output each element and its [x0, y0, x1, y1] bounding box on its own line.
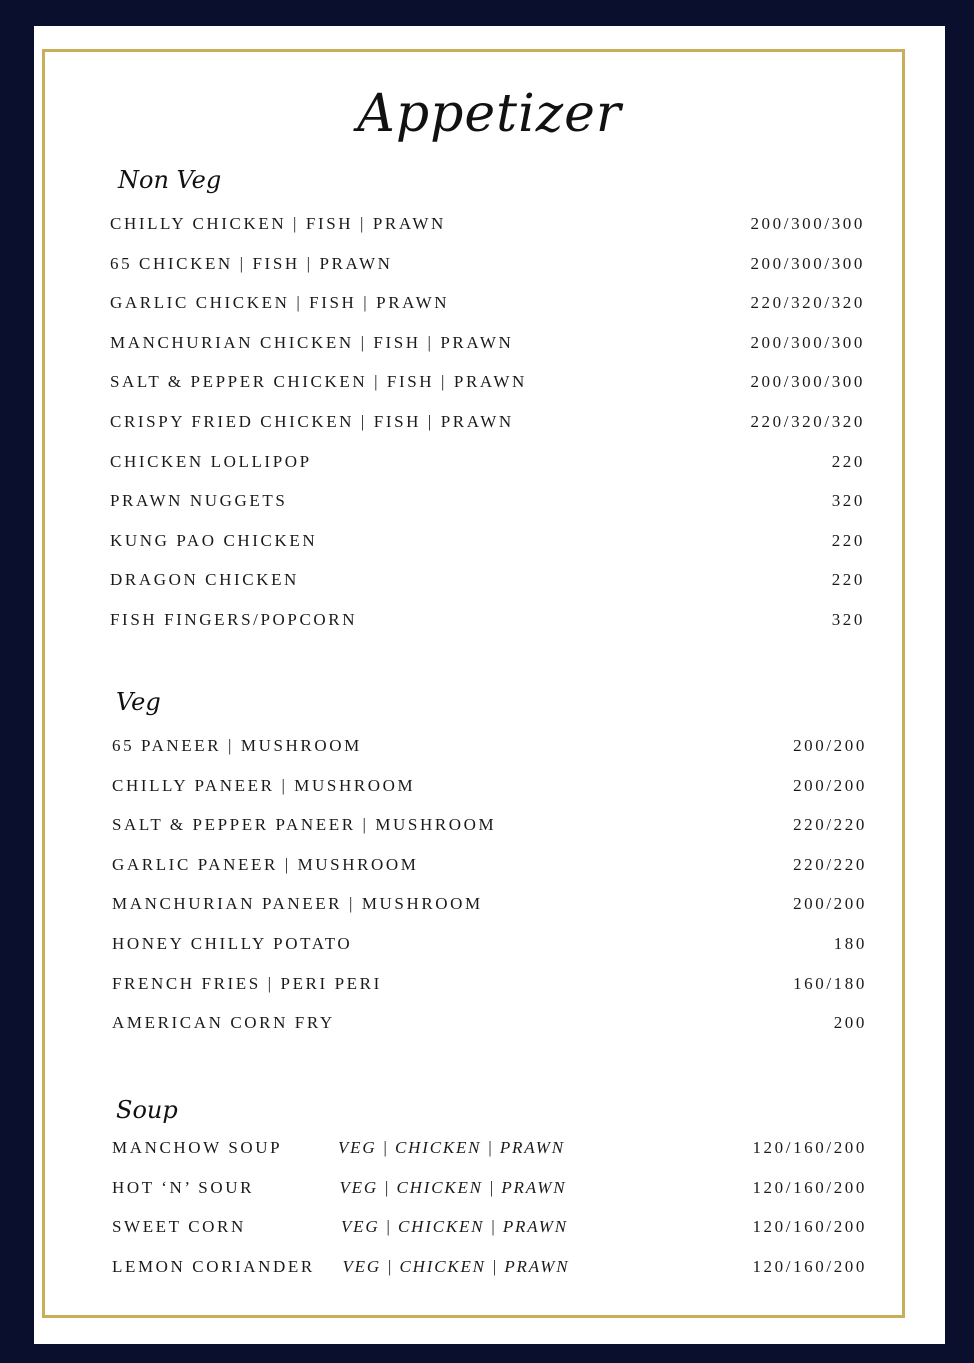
menu-item-name: HOT ‘N’ SOUR — [112, 1177, 255, 1197]
menu-item-row — [34, 450, 945, 474]
menu-item-row — [34, 1215, 945, 1239]
menu-item-price: 120/160/200 — [752, 1177, 867, 1197]
menu-item-price: 200/200 — [793, 894, 867, 914]
menu-item-row — [34, 252, 945, 276]
menu-item-price: 120/160/200 — [752, 1256, 867, 1276]
menu-item-price: 220/220 — [793, 854, 867, 874]
menu-item-price: 220 — [831, 451, 865, 471]
menu-item-row — [34, 370, 945, 394]
menu-item-row — [34, 489, 945, 513]
menu-item-name: FISH FINGERS/POPCORN — [110, 610, 358, 629]
gold-border-frame — [42, 49, 905, 1318]
menu-item-variants: VEG | CHICKEN | PRAWN — [339, 1177, 567, 1197]
menu-item-price: 220 — [831, 530, 865, 550]
menu-item-name: HONEY CHILLY POTATO — [112, 934, 353, 953]
menu-item-row — [34, 1255, 945, 1279]
menu-item-price: 220/220 — [793, 815, 867, 835]
menu-item-row — [34, 892, 945, 916]
page-title: Appetizer — [357, 84, 622, 144]
menu-item-name: SWEET CORN — [112, 1217, 246, 1237]
menu-item-row — [34, 774, 945, 798]
menu-item-name: GARLIC PANEER | MUSHROOM — [112, 854, 419, 874]
menu-page — [34, 26, 945, 1344]
menu-item-row — [34, 1136, 945, 1160]
menu-item-variants: VEG | CHICKEN | PRAWN — [342, 1256, 570, 1276]
menu-item-row — [34, 734, 945, 758]
menu-item-name: GARLIC CHICKEN | FISH | PRAWN — [110, 293, 450, 313]
menu-item-name: MANCHURIAN CHICKEN | FISH | PRAWN — [110, 332, 514, 352]
menu-item-price: 120/160/200 — [752, 1217, 867, 1237]
menu-item-price: 220 — [831, 570, 865, 590]
menu-item-row — [34, 331, 945, 355]
menu-item-price: 200/200 — [793, 775, 867, 795]
menu-item-row — [34, 410, 945, 434]
menu-item-variants: VEG | CHICKEN | PRAWN — [341, 1217, 568, 1237]
menu-item-price: 200/300/300 — [750, 332, 865, 352]
menu-item-name: CHILLY PANEER | MUSHROOM — [112, 775, 416, 795]
menu-item-row — [34, 1176, 945, 1200]
menu-item-price: 200/300/300 — [750, 214, 865, 233]
menu-item-row — [34, 291, 945, 315]
menu-item-name: 65 CHICKEN | FISH | PRAWN — [110, 253, 393, 273]
menu-item-price: 220/320/320 — [750, 412, 865, 431]
menu-item-name: MANCHOW SOUP — [112, 1138, 283, 1157]
menu-item-price: 120/160/200 — [752, 1138, 867, 1157]
menu-item-price: 320 — [831, 491, 865, 511]
menu-item-name: LEMON CORIANDER — [112, 1256, 315, 1276]
menu-item-row — [34, 813, 945, 837]
menu-item-row — [34, 608, 945, 632]
section-heading-soup: Soup — [116, 1096, 178, 1124]
menu-item-row — [34, 529, 945, 553]
menu-item-name: CHILLY CHICKEN | FISH | PRAWN — [110, 214, 446, 233]
menu-item-name: DRAGON CHICKEN — [110, 570, 299, 590]
menu-item-name: PRAWN NUGGETS — [110, 491, 288, 511]
menu-item-row — [34, 972, 945, 996]
menu-item-price: 220/320/320 — [750, 293, 865, 313]
menu-item-name: 65 PANEER | MUSHROOM — [112, 736, 362, 755]
menu-item-name: KUNG PAO CHICKEN — [110, 530, 318, 550]
menu-item-price: 160/180 — [793, 973, 867, 993]
menu-item-name: AMERICAN CORN FRY — [112, 1013, 335, 1033]
section-heading-non-veg: Non Veg — [118, 166, 222, 194]
menu-item-price: 180 — [833, 934, 867, 953]
menu-item-name: FRENCH FRIES | PERI PERI — [112, 973, 382, 993]
menu-item-row — [34, 1011, 945, 1035]
menu-item-row — [34, 212, 945, 236]
menu-item-price: 200/300/300 — [750, 253, 865, 273]
menu-item-row — [34, 568, 945, 592]
menu-item-name: CRISPY FRIED CHICKEN | FISH | PRAWN — [110, 412, 514, 431]
menu-item-price: 200 — [833, 1013, 867, 1033]
section-heading-veg: Veg — [116, 688, 161, 716]
menu-item-name: CHICKEN LOLLIPOP — [110, 451, 312, 471]
menu-item-row — [34, 853, 945, 877]
menu-item-price: 200/200 — [793, 736, 867, 755]
menu-item-row — [34, 932, 945, 956]
menu-item-name: SALT & PEPPER CHICKEN | FISH | PRAWN — [110, 372, 527, 392]
menu-item-name: MANCHURIAN PANEER | MUSHROOM — [112, 894, 483, 914]
menu-item-price: 200/300/300 — [750, 372, 865, 392]
menu-item-variants: VEG | CHICKEN | PRAWN — [338, 1138, 565, 1157]
menu-item-price: 320 — [831, 610, 865, 629]
menu-item-name: SALT & PEPPER PANEER | MUSHROOM — [112, 815, 497, 835]
